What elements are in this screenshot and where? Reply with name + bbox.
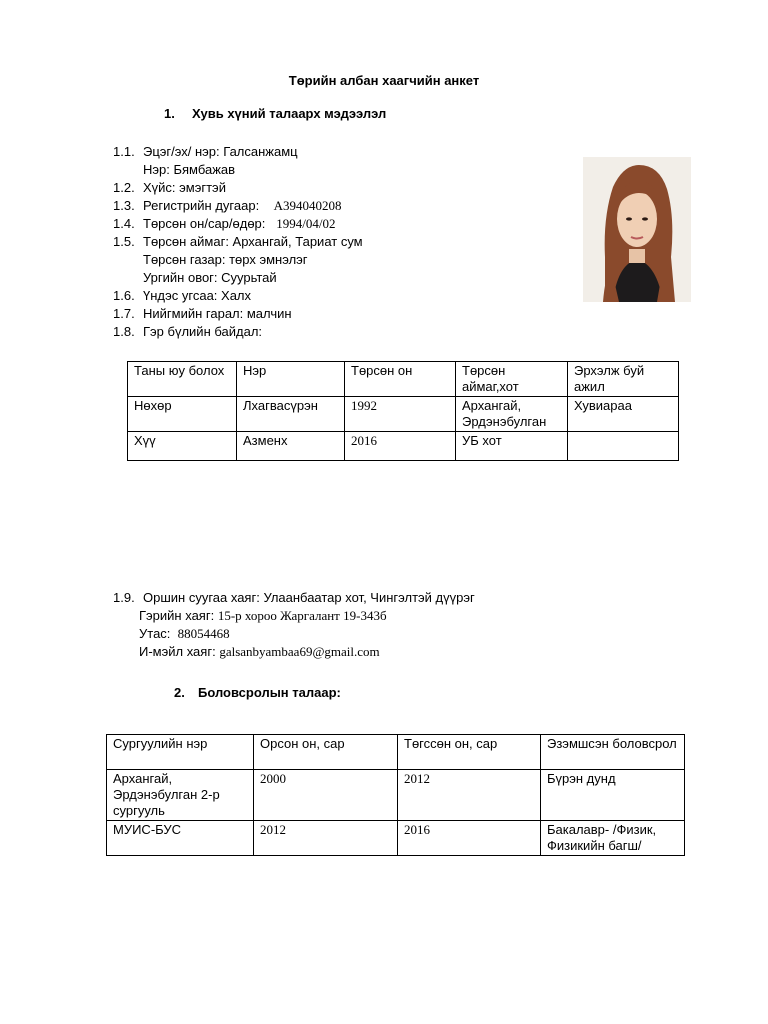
edu-header-school: Сургуулийн нэр <box>107 735 254 770</box>
email-value: galsanbyambaa69@gmail.com <box>219 644 380 659</box>
phone-line: Утас: 88054468 <box>139 626 230 641</box>
item-1-1: 1.1. Эцэг/эх/ нэр: Галсанжамц <box>113 144 298 159</box>
family-table-header <box>128 362 679 397</box>
table-row: Хүү Азменх 2016 УБ хот <box>128 432 679 461</box>
table-row: Нөхөр Лхагвасүрэн 1992 Архангай, Эрдэнэбулган Хувиараа <box>128 397 679 432</box>
edu-header-entry: Орсон он, сар <box>254 735 398 770</box>
family-header-birthplace: Төрсөн аймаг,хот <box>456 362 568 397</box>
item-1-7: 1.7. Нийгмийн гарал: малчин <box>113 306 292 321</box>
section1-heading-text: Хувь хүний талаарх мэдээлэл <box>192 106 387 121</box>
section2-heading <box>174 685 341 700</box>
portrait-illustration <box>583 157 691 302</box>
address-block <box>113 589 475 661</box>
item-1-3: 1.3. Регистрийн дугаар: А394040208 <box>113 198 342 213</box>
item-1-6: 1.6. Үндэс угсаа: Халх <box>113 288 252 303</box>
personal-info-list <box>113 143 363 341</box>
family-header-relation: Таны юу болох <box>128 362 237 397</box>
section2-heading-text: Боловсролын талаар: <box>198 685 341 700</box>
education-table-header <box>107 735 685 770</box>
item-first-name: Нэр: Бямбажав <box>143 162 236 177</box>
family-header-name: Нэр <box>237 362 345 397</box>
table-row: МУИС-БУС 2012 2016 Бакалавр- /Физик, Физикийн багш/ <box>107 821 685 856</box>
item-1-4: 1.4. Төрсөн он/сар/өдөр: 1994/04/02 <box>113 216 336 231</box>
item-clan: Ургийн овог: Суурьтай <box>143 270 277 285</box>
document-title: Төрийн албан хаагчийн анкет <box>288 73 480 88</box>
email-line: И-мэйл хаяг: galsanbyambaa69@gmail.com <box>139 644 380 659</box>
section2-number: 2. <box>174 685 185 700</box>
item-birthplace: Төрсөн газар: төрх эмнэлэг <box>143 252 308 267</box>
item-1-2: 1.2. Хүйс: эмэгтэй <box>113 180 226 195</box>
family-table <box>127 361 679 461</box>
item-1-8: 1.8. Гэр бүлийн байдал: <box>113 324 263 339</box>
home-address-line: Гэрийн хаяг: 15-р хороо Жаргалант 19-343б <box>139 608 387 623</box>
education-table <box>106 734 685 856</box>
profile-photo <box>583 157 691 302</box>
edu-header-degree: Эзэмшсэн боловсрол <box>541 735 685 770</box>
item-1-5: 1.5. Төрсөн аймаг: Архангай, Тариат сум <box>113 234 363 249</box>
edu-header-graduation: Төгссөн он, сар <box>398 735 541 770</box>
table-row: Архангай, Эрдэнэбулган 2-р сургууль 2000 2012 Бүрэн дунд <box>107 770 685 821</box>
residence-line: 1.9. Оршин суугаа хаяг: Улаанбаатар хот, Чингэлтэй дүүрэг <box>113 590 475 605</box>
section1-number: 1. <box>164 106 175 121</box>
family-header-occupation: Эрхэлж буй ажил <box>568 362 679 397</box>
family-header-birth-year: Төрсөн он <box>345 362 456 397</box>
section1-heading <box>164 106 386 121</box>
